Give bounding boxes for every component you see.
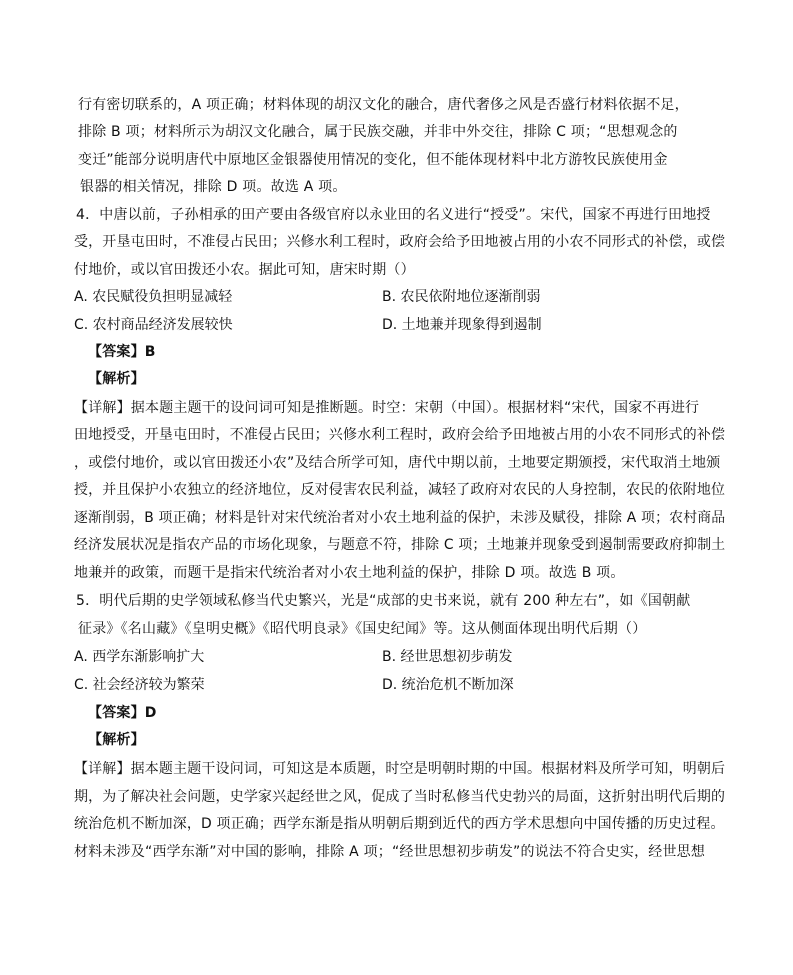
q5-explanation-line: 统治危机不断加深，D 项正确；西学东渐是指从明朝后期到近代的西方学术思想向中国传播的历史过程。 (74, 816, 725, 832)
q4-explanation-line: ，或偿付地价，或以官田拨还小农”及结合所学可知，唐代中期以前，土地要定期颁授，宋代取消土地颁 (74, 455, 721, 471)
q4-option-c: C. 农村商品经济发展较快 (74, 317, 233, 333)
question-4-stem: 受，开垦屯田时，不准侵占民田；兴修水利工程时，政府会给予田地被占用的小农不同形式的补偿，或偿 (74, 234, 726, 250)
text-line: 变迁”能部分说明唐代中原地区金银器使用情况的变化，但不能体现材料中北方游牧民族使用金 (78, 152, 668, 168)
q4-explanation-line: 经济发展状况是指农产品的市场化现象，与题意不符，排除 C 项；土地兼并现象受到遏制需要政府抑制土 (74, 537, 726, 553)
question-4-stem: 付地价，或以官田拨还小农。据此可知，唐宋时期（） (74, 262, 415, 278)
text-line: 排除 B 项；材料所示为胡汉文化融合，属于民族交融，并非中外交往，排除 C 项；“思想观念的 (78, 124, 678, 140)
question-4-stem: 4．中唐以前，子孙相承的田产要由各级官府以永业田的名义进行“授受”。宋代，国家不再进行田地授 (76, 207, 711, 223)
q5-option-d: D. 统治危机不断加深 (382, 677, 514, 693)
q4-answer: 【答案】B (88, 344, 156, 360)
question-5-stem: 征录》《名山藏》《皇明史概》《昭代明良录》《国史纪闻》等。这从侧面体现出明代后期（） (78, 621, 647, 637)
q4-explanation-line: 逐渐削弱，B 项正确；材料是针对宋代统治者对小农土地利益的保护，未涉及赋役，排除 A 项；农村商品 (74, 510, 726, 526)
q5-explanation-line: 材料未涉及“西学东渐”对中国的影响，排除 A 项；“经世思想初步萌发”的说法不符合史实，经世思想 (74, 844, 706, 860)
q4-option-a: A. 农民赋役负担明显减轻 (74, 289, 233, 305)
text-line: 行有密切联系的，A 项正确；材料体现的胡汉文化的融合，唐代奢侈之风是否盛行材料依据不足， (78, 97, 689, 113)
q5-explanation-line: 期，为了解决社会问题，史学家兴起经世之风，促成了当时私修当代史勃兴的局面，这折射出明代后期的 (74, 789, 726, 805)
q4-explanation-line: 田地授受，开垦屯田时，不准侵占民田；兴修水利工程时，政府会给予田地被占用的小农不同形式的补偿 (74, 427, 726, 443)
q5-answer: 【答案】D (88, 705, 157, 721)
q5-analysis-heading: 【解析】 (88, 732, 145, 748)
q4-explanation-line: 授，并且保护小农独立的经济地位，反对侵害农民利益，减轻了政府对农民的人身控制，农民的依附地位 (74, 482, 726, 498)
q5-explanation-line: 【详解】据本题主题干设问词，可知这是本质题，时空是明朝时期的中国。根据材料及所学可知，明朝后 (74, 761, 726, 777)
q5-option-c: C. 社会经济较为繁荣 (74, 677, 205, 693)
q4-option-b: B. 农民依附地位逐渐削弱 (382, 289, 541, 305)
question-5-stem: 5．明代后期的史学领域私修当代史繁兴，光是“成部的史书来说，就有 200 种左右”，如《国朝献 (76, 593, 691, 609)
q4-explanation-line: 【详解】据本题主题干的设问词可知是推断题。时空：宋朝（中国）。根据材料“宋代，国家不再进行 (74, 400, 700, 416)
q4-option-d: D. 土地兼并现象得到遏制 (382, 317, 542, 333)
text-line: 银器的相关情况，排除 D 项。故选 A 项。 (80, 179, 347, 195)
q4-analysis-heading: 【解析】 (88, 371, 145, 387)
q5-option-a: A. 西学东渐影响扩大 (74, 649, 205, 665)
q5-option-b: B. 经世思想初步萌发 (382, 649, 513, 665)
q4-explanation-line: 地兼并的政策，而题干是指宋代统治者对小农土地利益的保护，排除 D 项。故选 B 项。 (74, 565, 625, 581)
